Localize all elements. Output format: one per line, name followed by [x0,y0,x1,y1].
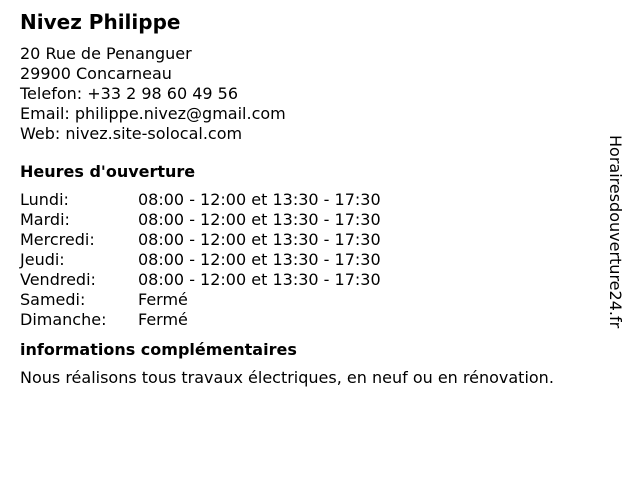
info-title: informations complémentaires [20,340,297,359]
day-hours: Fermé [138,290,188,309]
day-label: Mercredi: [20,230,95,249]
day-hours: 08:00 - 12:00 et 13:30 - 17:30 [138,230,381,249]
business-name: Nivez Philippe [20,10,181,34]
hours-row-saturday [20,290,610,310]
day-label: Dimanche: [20,310,107,329]
day-label: Jeudi: [20,250,65,269]
phone-line: Telefon: +33 2 98 60 49 56 [20,84,239,103]
hours-row-sunday [20,310,610,330]
email-line: Email: philippe.nivez@gmail.com [20,104,286,123]
day-hours: 08:00 - 12:00 et 13:30 - 17:30 [138,210,381,229]
day-label: Vendredi: [20,270,96,289]
business-card [20,8,610,388]
site-watermark: Horairesdouverture24.fr [606,135,625,329]
day-label: Mardi: [20,210,70,229]
hours-table [20,190,610,330]
hours-row-thursday [20,250,610,270]
hours-title: Heures d'ouverture [20,162,196,181]
day-hours: 08:00 - 12:00 et 13:30 - 17:30 [138,250,381,269]
day-hours: 08:00 - 12:00 et 13:30 - 17:30 [138,190,381,209]
day-label: Lundi: [20,190,69,209]
info-text: Nous réalisons tous travaux électriques, en neuf ou en rénovation. [20,368,554,387]
hours-row-friday [20,270,610,290]
address-street: 20 Rue de Penanguer [20,44,192,63]
day-hours: Fermé [138,310,188,329]
web-line: Web: nivez.site-solocal.com [20,124,243,143]
hours-row-tuesday [20,210,610,230]
day-label: Samedi: [20,290,86,309]
address-city: 29900 Concarneau [20,64,172,83]
hours-row-monday [20,190,610,210]
hours-row-wednesday [20,230,610,250]
day-hours: 08:00 - 12:00 et 13:30 - 17:30 [138,270,381,289]
